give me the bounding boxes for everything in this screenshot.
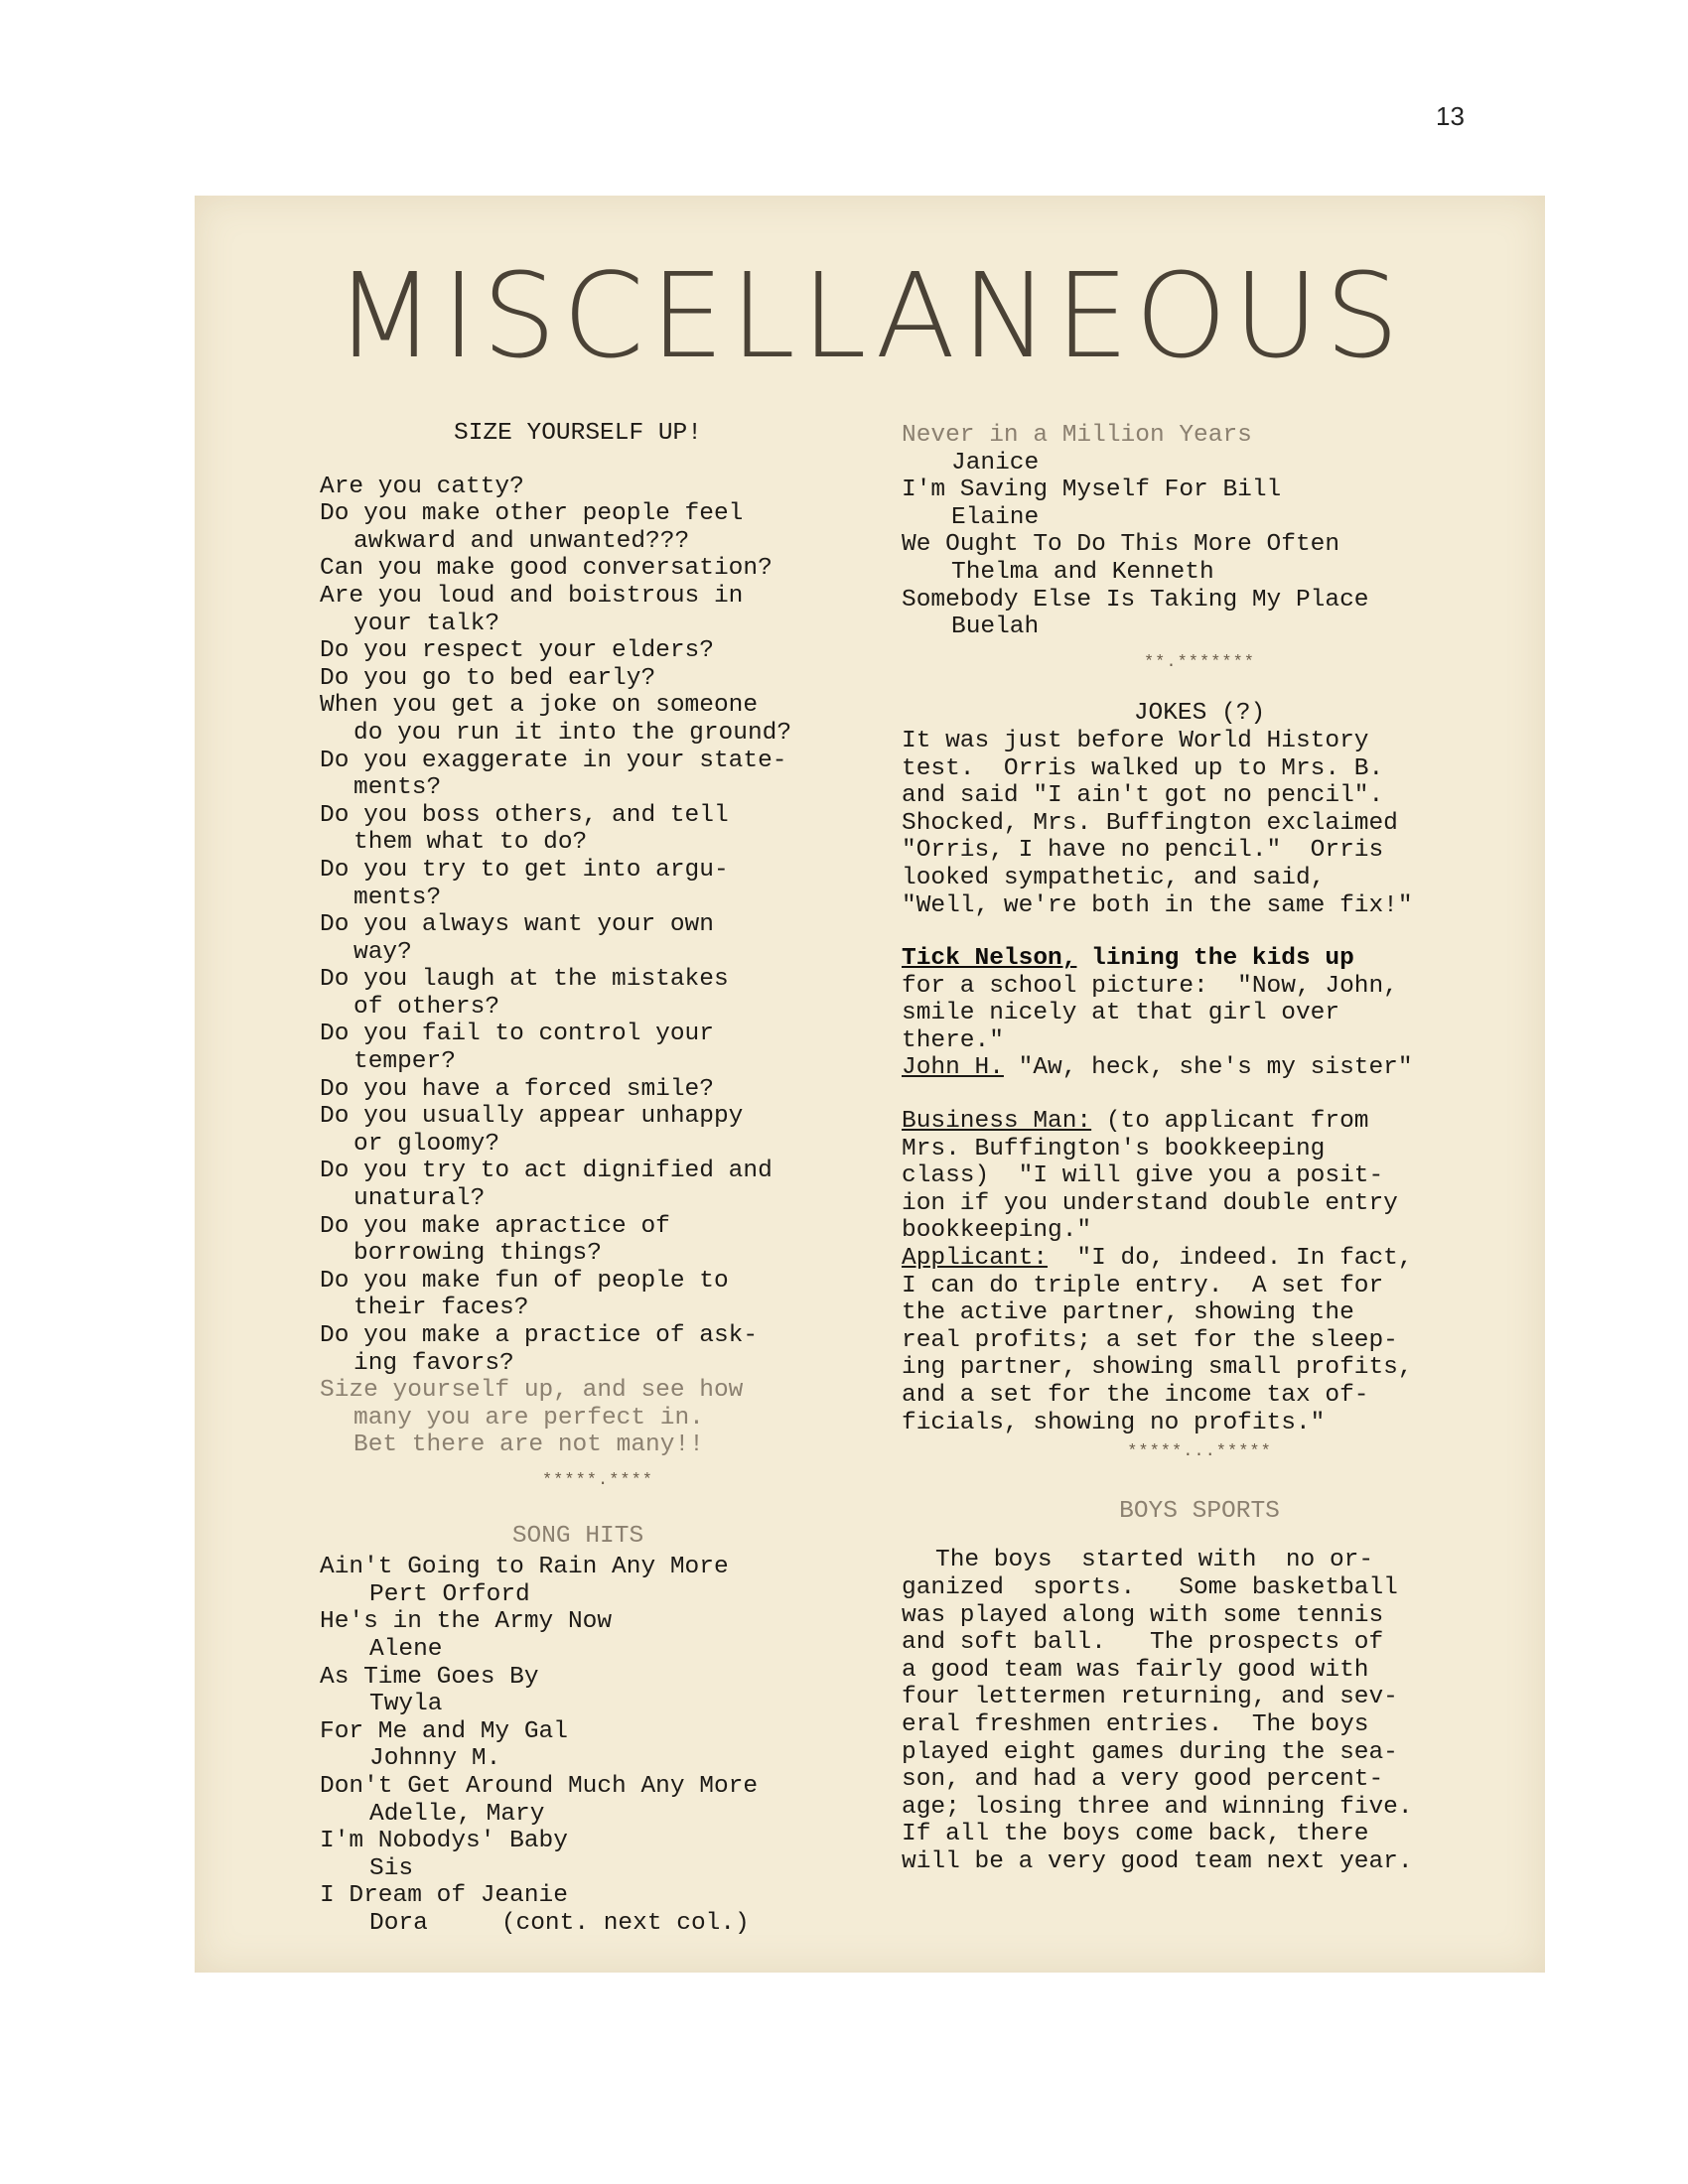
question-line: way? xyxy=(353,938,412,966)
question-line: Do you make other people feel xyxy=(320,500,744,528)
question-line: Are you loud and boistrous in xyxy=(320,582,744,610)
question-line: Do you go to bed early? xyxy=(320,664,656,692)
question-line: Do you boss others, and tell xyxy=(320,801,729,829)
joke-text: lining the kids up xyxy=(1076,945,1354,973)
song-title: Ain't Going to Rain Any More xyxy=(320,1554,729,1581)
joke-line: test. Orris walked up to Mrs. B. xyxy=(902,754,1384,782)
boys-sports-heading: BOYS SPORTS xyxy=(1119,1497,1280,1525)
jokes-heading: JOKES (?) xyxy=(1133,700,1266,728)
joke-line: Shocked, Mrs. Buffington exclaimed xyxy=(902,809,1398,837)
paragraph-line: ganized sports. Some basketball xyxy=(902,1573,1398,1601)
paragraph-line: played eight games during the sea- xyxy=(902,1738,1398,1766)
song-title: I Dream of Jeanie xyxy=(320,1882,568,1910)
song-title: Never in a Million Years xyxy=(902,422,1252,449)
question-line: Do you laugh at the mistakes xyxy=(320,966,729,994)
question-line: Can you make good conversation? xyxy=(320,555,773,583)
question-line: many you are perfect in. xyxy=(353,1404,704,1432)
joke-line: I can do triple entry. A set for xyxy=(902,1272,1384,1299)
joke-line: looked sympathetic, and said, xyxy=(902,864,1326,891)
song-person: Janice xyxy=(951,449,1040,477)
boys-sports-paragraph xyxy=(902,1547,1497,1875)
question-line: Size yourself up, and see how xyxy=(320,1377,744,1405)
question-line: Do you try to get into argu- xyxy=(320,856,729,884)
continued-note: (cont. next col.) xyxy=(500,1909,750,1937)
song-title: I'm Saving Myself For Bill xyxy=(902,477,1282,504)
question-line: or gloomy? xyxy=(353,1130,500,1158)
song-person: Thelma and Kenneth xyxy=(951,558,1214,586)
song-title: I'm Nobodys' Baby xyxy=(320,1828,568,1855)
question-line: Do you exaggerate in your state- xyxy=(320,747,787,774)
song-person: Buelah xyxy=(951,614,1040,641)
question-line: Are you catty? xyxy=(320,473,524,500)
size-yourself-up-list xyxy=(320,474,876,1459)
joke-reply-speaker: John H. xyxy=(902,1054,1004,1082)
song-person: Twyla xyxy=(369,1691,443,1718)
question-line: do you run it into the ground? xyxy=(353,719,792,747)
joke-reply-text: "Aw, heck, she's my sister" xyxy=(1003,1054,1413,1082)
newsletter-page xyxy=(195,196,1545,1973)
joke-line: bookkeeping." xyxy=(902,1217,1092,1245)
joke-line: and said "I ain't got no pencil". xyxy=(902,782,1384,810)
song-title: We Ought To Do This More Often xyxy=(902,531,1340,559)
joke-line: the active partner, showing the xyxy=(902,1299,1354,1327)
song-title: As Time Goes By xyxy=(320,1663,539,1691)
question-line: awkward and unwanted??? xyxy=(353,527,690,555)
song-person: Alene xyxy=(369,1635,443,1663)
song-title: Somebody Else Is Taking My Place xyxy=(902,586,1369,614)
section-separator: *****...***** xyxy=(1127,1442,1272,1462)
section-separator: *****.**** xyxy=(541,1470,654,1490)
masthead-title: MISCELLANEOUS xyxy=(334,247,1406,384)
joke-speaker: Tick Nelson, xyxy=(902,945,1077,973)
song-person: Sis xyxy=(369,1854,414,1882)
right-column xyxy=(902,422,1497,1876)
joke-line: real profits; a set for the sleep- xyxy=(902,1326,1398,1354)
paragraph-line: The boys started with no or- xyxy=(935,1547,1374,1574)
joke-line: for a school picture: "Now, John, xyxy=(902,972,1398,1000)
section-separator: **.******* xyxy=(1143,652,1256,672)
song-person: Johnny M. xyxy=(369,1745,501,1773)
joke-speaker: Business Man: xyxy=(902,1108,1092,1136)
question-line: unatural? xyxy=(353,1185,486,1213)
question-line: their faces? xyxy=(353,1295,529,1322)
joke-line: "Well, we're both in the same fix!" xyxy=(902,891,1413,919)
question-line: Do you have a forced smile? xyxy=(320,1075,714,1103)
song-title: He's in the Army Now xyxy=(320,1608,613,1636)
song-hits-heading: SONG HITS xyxy=(511,1522,644,1550)
question-line: Do you make a practice of ask- xyxy=(320,1322,759,1349)
question-line: Do you fail to control your xyxy=(320,1021,714,1048)
left-column xyxy=(320,420,876,1937)
joke-line: ion if you understand double entry xyxy=(902,1189,1398,1217)
joke-line: class) "I will give you a posit- xyxy=(902,1162,1384,1190)
joke-line: smile nicely at that girl over xyxy=(902,1000,1340,1027)
song-person: Pert Orford xyxy=(369,1580,530,1608)
paragraph-line: will be a very good team next year. xyxy=(902,1847,1413,1875)
joke-bookkeeping xyxy=(902,1108,1497,1436)
song-person: Elaine xyxy=(951,503,1040,531)
question-line: Do you make fun of people to xyxy=(320,1267,729,1295)
joke-reply-speaker: Applicant: xyxy=(902,1245,1049,1273)
paragraph-line: and soft ball. The prospects of xyxy=(902,1629,1384,1657)
question-line: of others? xyxy=(353,993,500,1021)
question-line: Do you usually appear unhappy xyxy=(320,1103,744,1131)
question-line: ing favors? xyxy=(353,1349,514,1377)
joke-world-history xyxy=(902,728,1497,919)
joke-line: there." xyxy=(902,1026,1004,1054)
size-yourself-up-heading: SIZE YOURSELF UP! xyxy=(454,420,702,447)
question-line: When you get a joke on someone xyxy=(320,692,759,720)
paragraph-line: eral freshmen entries. The boys xyxy=(902,1710,1369,1738)
paragraph-line: four lettermen returning, and sev- xyxy=(902,1684,1398,1711)
joke-line: ficials, showing no profits." xyxy=(902,1409,1326,1436)
paragraph-line: age; losing three and winning five. xyxy=(902,1793,1413,1821)
paragraph-line: If all the boys come back, there xyxy=(902,1821,1369,1848)
question-line: Bet there are not many!! xyxy=(353,1432,704,1459)
paragraph-line: a good team was fairly good with xyxy=(902,1656,1369,1684)
paragraph-line: son, and had a very good percent- xyxy=(902,1766,1384,1794)
question-line: temper? xyxy=(353,1048,456,1076)
song-person: Dora (cont. next col.) xyxy=(369,1909,750,1937)
joke-line: "Orris, I have no pencil." Orris xyxy=(902,837,1384,865)
joke-line: and a set for the income tax of- xyxy=(902,1382,1369,1409)
question-line: Do you respect your elders? xyxy=(320,637,714,665)
joke-line: ing partner, showing small profits, xyxy=(902,1354,1413,1382)
question-line: your talk? xyxy=(353,610,500,637)
page-number: 13 xyxy=(1436,101,1465,131)
paragraph-line: was played along with some tennis xyxy=(902,1601,1384,1629)
question-line: ments? xyxy=(353,774,442,802)
question-line: ments? xyxy=(353,884,442,911)
joke-line: It was just before World History xyxy=(902,727,1369,754)
joke-text: (to applicant from xyxy=(1091,1108,1369,1136)
joke-school-picture xyxy=(902,945,1497,1082)
question-line: them what to do? xyxy=(353,829,588,857)
song-person: Adelle, Mary xyxy=(369,1800,545,1828)
joke-line: Mrs. Buffington's bookkeeping xyxy=(902,1135,1326,1162)
song-hits-list xyxy=(320,1554,876,1937)
song-title: For Me and My Gal xyxy=(320,1717,568,1745)
song-hits-continued-list xyxy=(902,422,1497,641)
question-line: borrowing things? xyxy=(353,1240,602,1268)
question-line: Do you try to act dignified and xyxy=(320,1158,773,1185)
joke-reply-text: "I do, indeed. In fact, xyxy=(1048,1245,1413,1273)
question-line: Do you make apractice of xyxy=(320,1212,670,1240)
question-line: Do you always want your own xyxy=(320,911,714,939)
song-title: Don't Get Around Much Any More xyxy=(320,1772,759,1800)
